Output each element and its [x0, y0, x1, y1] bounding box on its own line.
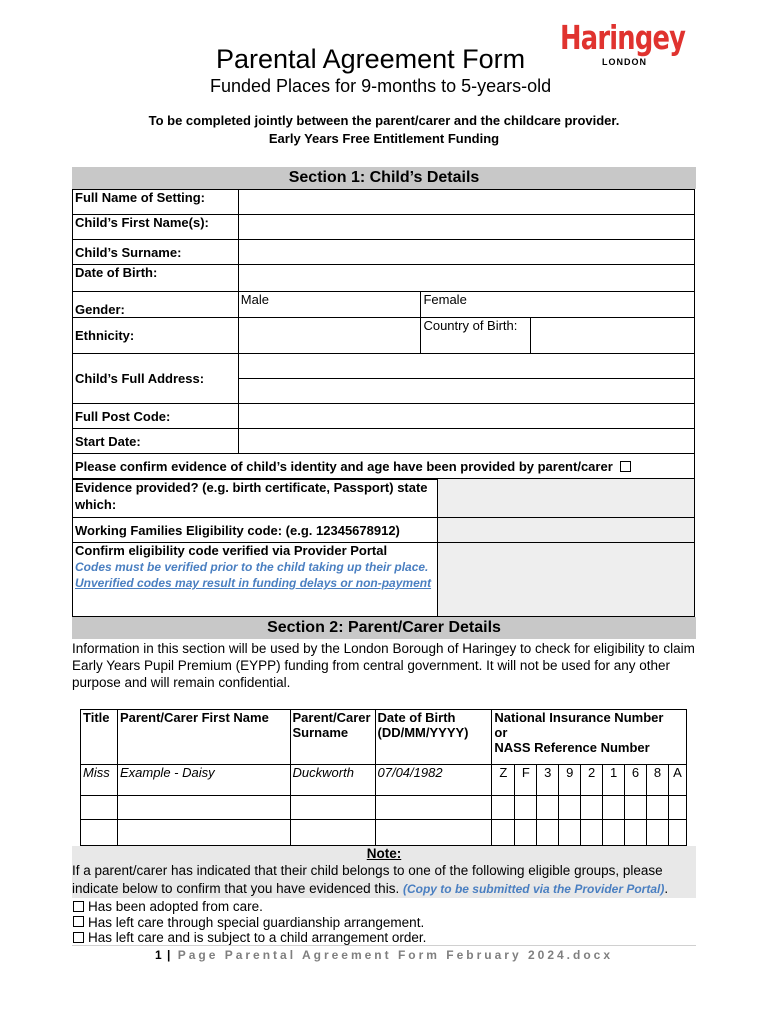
ni-char: Z — [492, 765, 515, 796]
evidence-label: Evidence provided? (e.g. birth certificate, Passport) state which: — [73, 479, 438, 518]
intro-line-1: To be completed jointly between the parent/carer and the childcare provider. — [148, 113, 620, 128]
check-label: Has been adopted from care. — [88, 899, 263, 914]
gender-female-option[interactable]: Female — [421, 292, 695, 318]
first-names-field[interactable] — [238, 215, 694, 240]
address-field-line-2[interactable] — [238, 379, 694, 404]
ni-char: A — [668, 765, 686, 796]
checkbox[interactable] — [73, 932, 84, 943]
check-label: Has left care through special guardianship arrangement. — [88, 914, 425, 930]
parent1-title-field[interactable] — [81, 796, 118, 820]
parent1-dob-field[interactable] — [375, 796, 492, 820]
page-subtitle: Funded Places for 9-months to 5-years-old — [210, 76, 552, 96]
evidence-table — [72, 478, 695, 617]
ni-char: 6 — [625, 765, 647, 796]
ni-cell[interactable] — [559, 796, 581, 820]
ni-cell[interactable] — [668, 796, 686, 820]
note-body: If a parent/carer has indicated that their child belongs to one of the following eligible groups, please indicate below to confirm that you have evidenced this. (Copy to be submitted via the Provider Portal). — [72, 863, 669, 896]
verify-field[interactable] — [438, 543, 695, 617]
full-name-setting-field[interactable] — [238, 190, 694, 215]
ni-char: 9 — [559, 765, 581, 796]
ni-cell[interactable] — [492, 796, 515, 820]
ni-cell[interactable] — [492, 820, 515, 846]
ni-header-line-3: NASS Reference Number — [494, 740, 650, 755]
verify-title: Confirm eligibility code verified via Provider Portal — [75, 543, 388, 558]
ni-cell[interactable] — [625, 820, 647, 846]
ni-cell[interactable] — [537, 796, 559, 820]
note-title: Note: — [366, 846, 402, 861]
ni-cell[interactable] — [646, 796, 668, 820]
col-surname-header: Parent/Carer Surname — [290, 710, 375, 765]
country-of-birth-label: Country of Birth: — [421, 318, 531, 354]
check-adopted[interactable] — [73, 899, 426, 915]
check-cao[interactable] — [73, 930, 426, 946]
dob-label: Date of Birth: — [73, 265, 239, 292]
full-name-setting-label: Full Name of Setting: — [73, 190, 239, 215]
ni-cell[interactable] — [646, 820, 668, 846]
parent-row-2 — [81, 820, 687, 846]
ni-cell[interactable] — [603, 820, 625, 846]
example-first-name: Example - Daisy — [117, 765, 290, 796]
postcode-label: Full Post Code: — [73, 404, 239, 429]
col-title-header: Title — [81, 710, 118, 765]
postcode-field[interactable] — [238, 404, 694, 429]
parent-row-1 — [81, 796, 687, 820]
parent2-first-name-field[interactable] — [117, 820, 290, 846]
parent1-surname-field[interactable] — [290, 796, 375, 820]
gender-label: Gender: — [73, 292, 239, 318]
parent2-surname-field[interactable] — [290, 820, 375, 846]
col-ni-header — [492, 710, 687, 765]
dob-field[interactable] — [238, 265, 694, 292]
surname-label: Child’s Surname: — [73, 240, 239, 265]
ni-cell[interactable] — [668, 820, 686, 846]
footer-page-num: 1 | — [154, 948, 172, 962]
confirm-identity-text: Please confirm evidence of child’s identity and age have been provided by parent/carer — [75, 458, 613, 474]
example-title: Miss — [81, 765, 118, 796]
ni-cell[interactable] — [515, 820, 537, 846]
intro-line-2: Early Years Free Entitlement Funding — [268, 131, 500, 146]
surname-field[interactable] — [238, 240, 694, 265]
parent2-title-field[interactable] — [81, 820, 118, 846]
ni-char: 1 — [603, 765, 625, 796]
footer-rule — [72, 945, 696, 946]
check-label: Has left care and is subject to a child arrangement order. — [88, 930, 427, 945]
confirm-identity-row — [73, 454, 695, 480]
ni-char: F — [515, 765, 537, 796]
first-names-label: Child’s First Name(s): — [73, 215, 239, 240]
ethnicity-label: Ethnicity: — [73, 318, 239, 354]
gender-male-option[interactable]: Male — [238, 292, 421, 318]
eligible-groups-list — [73, 899, 426, 946]
ni-cell[interactable] — [581, 796, 603, 820]
child-details-table — [72, 189, 695, 480]
start-date-label: Start Date: — [73, 429, 239, 454]
address-label: Child’s Full Address: — [73, 354, 239, 404]
logo-subtext: LONDON — [602, 57, 647, 67]
page-title: Parental Agreement Form — [216, 44, 526, 74]
section2-info: Information in this section will be used by the London Borough of Haringey to check for eligibility to claim Early Years Pupil Premium (EYPP) funding from central government. It will not be used for any other purpose and will remain confidential. — [72, 641, 695, 690]
note-box — [72, 846, 696, 898]
ni-header-line-1: National Insurance Number — [494, 710, 664, 725]
haringey-logo — [560, 18, 700, 78]
logo-text: Haringey — [560, 18, 686, 57]
check-sga[interactable] — [73, 915, 426, 931]
parent-carer-table — [80, 709, 687, 846]
ni-cell[interactable] — [581, 820, 603, 846]
ni-cell[interactable] — [537, 820, 559, 846]
section1-heading: Section 1: Child’s Details — [72, 167, 696, 189]
note-blue-text: (Copy to be submitted via the Provider Portal) — [402, 882, 665, 896]
verify-note-1: Codes must be verified prior to the child taking up their place. — [75, 560, 429, 574]
verify-note-2: Unverified codes may result in funding delays or non-payment — [75, 576, 432, 590]
address-field-line-1[interactable] — [238, 354, 694, 379]
ethnicity-field[interactable] — [238, 318, 421, 354]
evidence-field[interactable] — [438, 479, 695, 518]
wf-code-label: Working Families Eligibility code: (e.g. 12345678912) — [73, 518, 438, 543]
ni-cell[interactable] — [625, 796, 647, 820]
footer — [0, 948, 768, 962]
ni-char: 2 — [581, 765, 603, 796]
verify-cell — [73, 543, 438, 617]
checkbox[interactable] — [73, 916, 84, 927]
col-dob-header: Date of Birth (DD/MM/YYYY) — [375, 710, 492, 765]
ni-cell[interactable] — [515, 796, 537, 820]
col-first-name-header: Parent/Carer First Name — [117, 710, 290, 765]
ni-cell[interactable] — [559, 820, 581, 846]
footer-text: Page Parental Agreement Form February 2024.docx — [177, 948, 614, 962]
note-text: If a parent/carer has indicated that their child belongs to one of the following eligible groups, please indicate below to confirm that you have evidenced this. — [72, 863, 663, 896]
start-date-field[interactable] — [238, 429, 694, 454]
example-surname: Duckworth — [290, 765, 375, 796]
example-dob: 07/04/1982 — [375, 765, 492, 796]
country-of-birth-field[interactable] — [531, 318, 695, 354]
confirm-identity-checkbox[interactable] — [620, 461, 631, 472]
wf-code-field[interactable] — [438, 518, 695, 543]
ni-header-line-2: or — [494, 725, 508, 740]
section2-heading: Section 2: Parent/Carer Details — [72, 617, 696, 639]
ni-char: 8 — [646, 765, 668, 796]
ni-cell[interactable] — [603, 796, 625, 820]
checkbox[interactable] — [73, 901, 84, 912]
parent1-first-name-field[interactable] — [117, 796, 290, 820]
parent2-dob-field[interactable] — [375, 820, 492, 846]
ni-char: 3 — [537, 765, 559, 796]
